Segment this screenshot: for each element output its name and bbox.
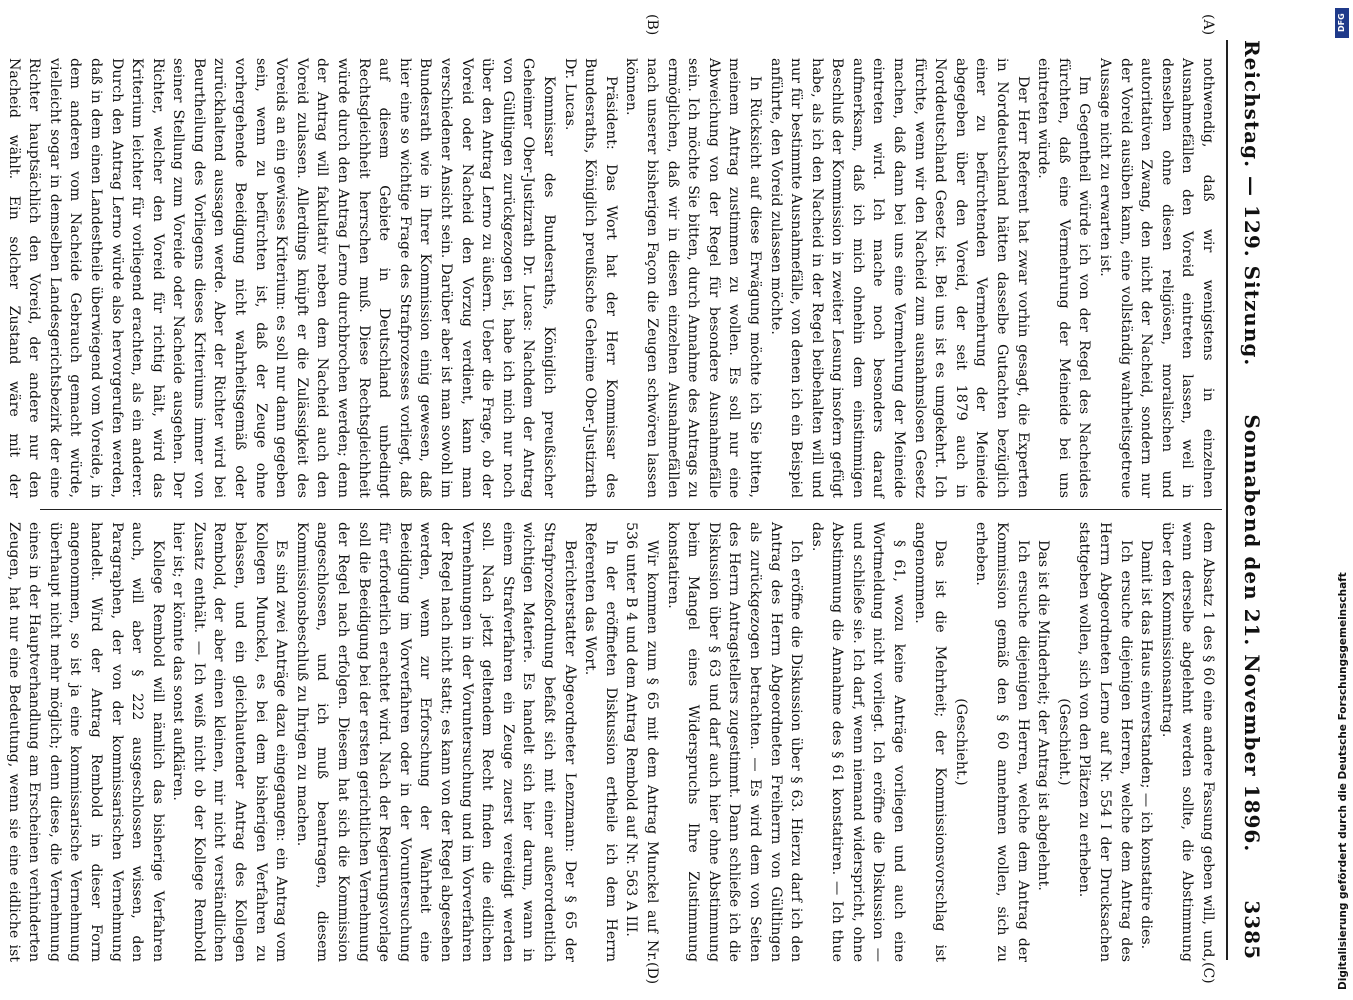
paragraph: dem Absatz 1 des § 60 eine andere Fassung geben will, und, wenn derselbe abgelehnt werden sollte, die Abstimmung über den Kommissionsantrag. (1158, 522, 1216, 962)
paragraph: In Rücksicht auf diese Erwägung möchte ich Sie bitten, meinem Antrag zustimmen zu wollen. Es soll nur eine Abweichung von der Regel für besondere Ausnahmefälle sein. Ich möchte Sie bitten, durch Annahme des Antrags zu ermöglichen, daß wir in diesen einzelnen Ausnahmefällen nach unserer bisherigen Façon die Zeugen schwören lassen können. (623, 58, 763, 498)
margin-mark-c: (C) (1200, 962, 1216, 984)
paragraph: (Geschieht.) (952, 698, 969, 786)
header-date: Sonnabend den 21. November 1896. (1240, 414, 1264, 853)
paragraph: Präsident: Das Wort hat der Herr Kommissar des Bundesraths, Königlich preußische Geheime Ober-Justizrath Dr. Lucas. (561, 58, 619, 498)
paragraph: Das ist die Mehrheit; der Kommissionsvorschlag ist angenommen. (911, 522, 949, 962)
margin-mark-d: (D) (644, 962, 660, 985)
paragraph: Kommissar des Bundesraths, Königlich preußischer Geheimer Ober-Justizrath Dr. Lucas: Nachdem der Antrag von Gültlingen zurückgezogen ist, habe ich mich nur noch über den Antrag Lerno zu äußern. Ueber die Frage, ob der Voreid oder Nacheid den Vorzug verdient, kann man verschiedener Ansicht sein. Darüber aber ist man sowohl im Bundesrath wie in Ihrer Kommission einig gewesen, daß hier eine so wichtige Frage des Strafprozesses vorliegt, daß auf diesem Gebiete in Deutschland unbedingt Rechtsgleichheit herrschen muß. Diese Rechtsgleichheit würde durch den Antrag Lerno durchbrochen werden; denn der Antrag will fakultativ neben dem Nacheid auch den Voreid zulassen. Allerdings knüpft er die Zulässigkeit des Voreids an ein gewisses Kriterium: es soll nur dann gegeben sein, wenn zu befürchten ist, daß der Zeuge ohne vorhergehende Beeidigung nicht wahrheitsgemäß oder zurückhaltend aussagen werde. Aber der Richter wird bei Beurtheilung des Vorliegens dieses Kriteriums immer von seiner Stellung zum Voreide oder Nacheide ausgehen. Der Richter, welcher den Voreid für richtig hält, wird das Kriterium leichter für vorliegend erachten, als ein anderer. Durch den Antrag Lerno würde also hervorgerufen werden, daß in dem einen Landestheile überwiegend vom Voreide, in dem anderen vom Nacheide Gebrauch gemacht würde, vielleicht sogar in demselben Landesgerichtsbezirk der eine Richter hauptsächlich den Voreid, der andere nur den Nacheid wählt. Ein solcher Zustand wäre mit der (5, 58, 557, 498)
header-session: Reichstag. — 129. Sitzung. (1240, 40, 1264, 367)
paragraph: Das ist die Minderheit; der Antrag ist abgelehnt. (1035, 540, 1052, 891)
digitization-credit: Digitalisierung gefördert durch die Deutsche Forschungsgemeinschaft (1337, 572, 1349, 990)
paragraph: Wir kommen zum § 65 mit dem Antrag Munckel auf Nr. 536 unter B 4 und dem Antrag Rembold auf Nr. 563 A III. (623, 522, 660, 962)
paragraph: (Geschieht.) (1055, 698, 1072, 786)
page-header (1232, 40, 1272, 960)
paragraph: In der eröffneten Diskussion ertheile ich dem Herrn Referenten das Wort. (582, 522, 619, 962)
page-number: 3385 (1240, 900, 1264, 960)
paragraph: Es sind zwei Anträge dazu eingegangen: ein Antrag vom Kollegen Munckel, es bei dem bisherigen Verfahren zu belassen, und ein gleichlautender Antrag des Kollegen Rembold, der aber einen kleinen, mir nicht verständlichen Zusatz enthält. — Ich weiß nicht ob der Kollege Rembold hier ist; er könnte das sonst aufklären. (170, 522, 290, 962)
paragraph: Berichterstatter Abgeordneter Lenzmann: Der § 65 der Strafprozeßordnung befaßt sich mit einer außerordentlich wichtigen Materie. Es handelt sich hier darum, wann in einem Strafverfahren ein Zeuge zuerst vereidigt werden soll. Nach jetzt geltendem Recht finden die eidlichen Vernehmungen in der Voruntersuchung und im Vorverfahren der Regel nach nicht statt; es kann von der Regel abgesehen werden, wenn zur Erforschung der Wahrheit eine Beeidigung im Vorverfahren oder in der Voruntersuchung für erforderlich erachtet wird. Nach der Regierungsvorlage soll die Beeidigung bei der ersten gerichtlichen Vernehmung der Regel nach erfolgen. Diesem hat sich die Kommission angeschlossen, und ich muß beantragen, diesem Kommissionsbeschluß zu Ihrigen zu machen. (293, 522, 578, 962)
paragraph: Der Herr Referent hat zwar vorhin gesagt, die Experten in Norddeutschland hätten dasselbe Gutachten bezüglich einer zu befürchtenden Vermehrung der Meineide abgegeben über den Voreid, der seit 1879 auch in Norddeutschland Gesetz ist. Bei uns ist es umgekehrt. Ich fürchte, wenn wir den Nacheid zum ausnahmslosen Gesetz machen, daß dann bei uns eine Vermehrung der Meineide eintreten wird. Ich mache noch besonders darauf aufmerksam, daß ich mich ohnehin dem einstimmigen Beschluß der Kommission in zweiter Lesung insofern gefügt habe, als ich den Nacheid in der Regel beibehalten will und nur für bestimmte Ausnahmefälle, von denen ich ein Beispiel anführte, den Voreid zulassen möchte. (767, 58, 1031, 498)
paragraph: § 61, wozu keine Anträge vorliegen und auch eine Wortmeldung nicht vorliegt. Ich eröffne die Diskussion — und schließe sie. Ich darf, wenn niemand widerspricht, ohne Abstimmung die Annahme des § 61 konstatiren. — Ich thue das. (808, 522, 908, 962)
paragraph: Kollege Rembold will nämlich das bisherige Verfahren auch, will aber § 222 ausgeschlossen wissen, den Paragraphen, der von der kommissarischen Vernehmung handelt. Wird der Antrag Rembold in dieser Form angenommen, so ist ja eine kommissarische Vernehmung überhaupt nicht mehr möglich; denn diese, die Vernehmung eines in der Hauptverhandlung am Erscheinen verhinderten Zeugen, hat nur eine Bedeutung, wenn sie eine eidliche ist (5, 522, 166, 962)
paragraph: Ich ersuche diejenigen Herren, welche dem Antrag des Herrn Abgeordneten Lerno auf Nr. 554 I der Drucksachen stattgeben wollen, sich von den Plätzen zu erheben. (1076, 522, 1134, 962)
paragraph: Ich ersuche diejenigen Herren, welche dem Antrag der Kommission gemäß den § 60 annehmen wollen, sich zu erheben. (973, 522, 1031, 962)
margin-mark-b: (B) (644, 14, 660, 36)
column-divider (40, 509, 1222, 510)
paragraph: Damit ist das Haus einverstanden; — ich konstatire dies. (1138, 540, 1155, 950)
paragraph: Im Gegentheil würde ich von der Regel des Nacheides fürchten, daß eine Vermehrung der Meineide bei uns eintreten würde. (1035, 58, 1093, 498)
header-rule (1226, 40, 1228, 960)
paragraph: nothwendig, daß wir wenigstens in einzelnen Ausnahmefällen den Voreid eintreten lassen, weil in denselben ohne diesen religiösen, moralischen und autoritativen Zwang, den nicht der Nacheid, sondern nur der Voreid ausüben kann, eine vollständig wahrheitsgetreue Aussage nicht zu erwarten ist. (1097, 58, 1216, 498)
dfg-logo: DFG (1335, 8, 1349, 38)
paragraph: Ich eröffne die Diskussion über § 63. Hierzu darf ich den Antrag des Herrn Abgeordneten Freiherrn von Gültlingen als zurückgezogen betrachten. — Es wird dem von Seiten des Herrn Antragstellers zugestimmt. Dann schließe ich die Diskussion über § 63 und darf auch hier ohne Abstimmung beim Mangel eines Widerspruchs Ihre Zustimmung konstatiren. (664, 522, 805, 962)
margin-mark-a: (A) (1200, 14, 1216, 36)
right-column (5, 522, 1218, 962)
left-column (5, 58, 1218, 498)
